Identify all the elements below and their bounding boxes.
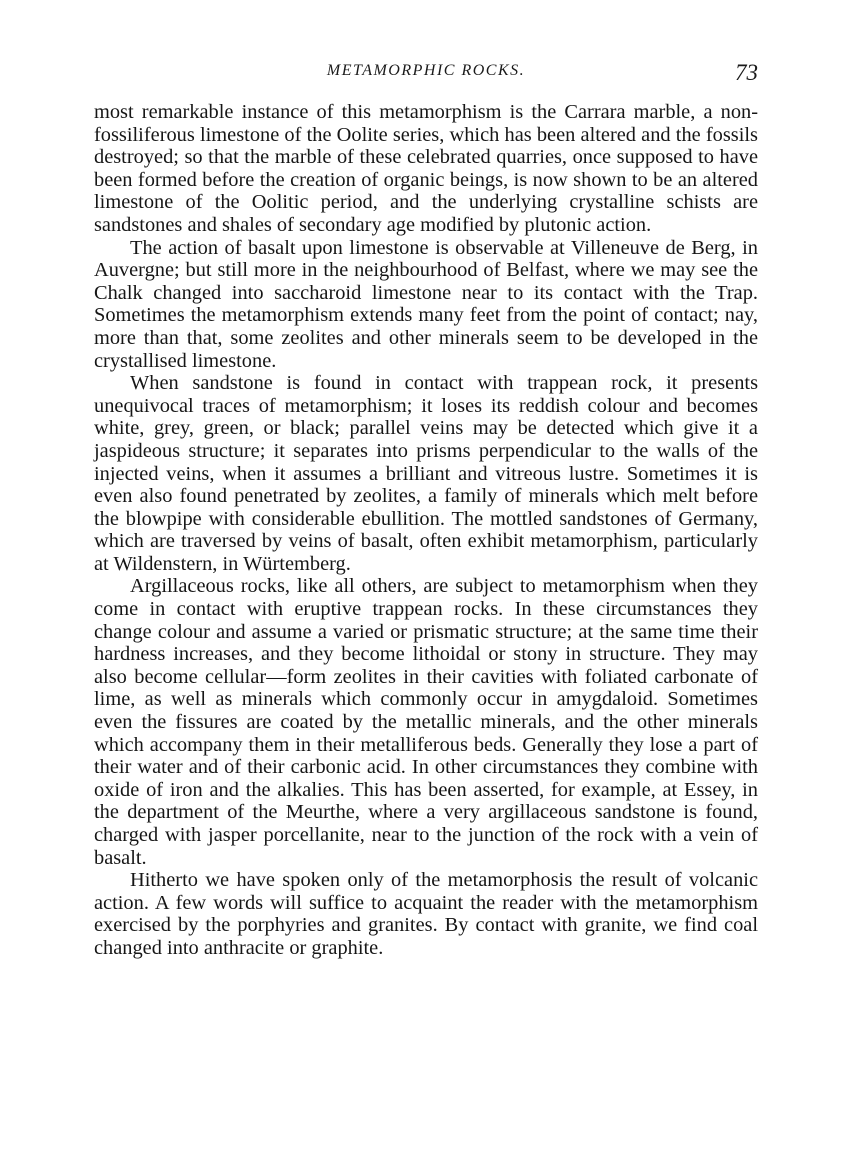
paragraph-sandstone-trappean: When sandstone is found in contact with trappean rock, it presents unequivocal traces of metamorphism; it loses its reddish colour and becomes white, grey, green, or black; parallel veins may be detected which give it a jaspideous structure; it separates into prisms perpendicular to the walls of the injected veins, when it assumes a brilliant and vitreous lustre. Sometimes it is even also found penetrated by zeolites, a family of minerals which melt before the blowpipe with considerable ebullition. The mottled sandstones of Germany, which are traversed by veins of basalt, often exhibit metamorphism, particularly at Wildenstern, in Würtemberg. [94, 372, 758, 575]
paragraph-carrara-marble: most remarkable instance of this metamorphism is the Carrara marble, a non-fossiliferous limestone of the Oolite series, which has been altered and the fossils destroyed; so that the marble of these celebrated quarries, once supposed to have been formed before the creation of organic beings, is now shown to be an altered limestone of the Oolitic period, and the underlying crystalline schists are sandstones and shales of secondary age modified by plutonic action. [94, 101, 758, 236]
paragraph-basalt-limestone: The action of basalt upon limestone is observable at Villeneuve de Berg, in Auvergne; but still more in the neighbourhood of Belfast, where we may see the Chalk changed into saccharoid limestone near to its contact with the Trap. Sometimes the metamorphism extends many feet from the point of contact; nay, more than that, some zeolites and other minerals seem to be developed in the crystallised limestone. [94, 236, 758, 372]
paragraph-porphyries-granites: Hitherto we have spoken only of the metamorphosis the result of volcanic action. A few words will suffice to acquaint the reader with the metamorphism exercised by the porphyries and granites. By contact with granite, we find coal changed into anthracite or graphite. [94, 869, 758, 959]
body-text [94, 101, 758, 960]
running-head [94, 60, 758, 90]
page-number: 73 [735, 60, 758, 85]
running-title: METAMORPHIC ROCKS. [326, 62, 526, 79]
paragraph-argillaceous-rocks: Argillaceous rocks, like all others, are subject to metamorphism when they come in contact with eruptive trappean rocks. In these circumstances they change colour and assume a varied or prismatic structure; at the same time their hardness increases, and they become lithoidal or stony in structure. They may also become cellular—form zeolites in their cavities with foliated carbonate of lime, as well as minerals which commonly occur in amygdaloid. Sometimes even the fissures are coated by the metallic minerals, and the other minerals which accompany them in their metalliferous beds. Generally they lose a part of their water and of their carbonic acid. In other circumstances they combine with oxide of iron and the alkalies. This has been asserted, for example, at Essey, in the department of the Meurthe, where a very argillaceous sandstone is found, charged with jasper porcellanite, near to the junction of the rock with a vein of basalt. [94, 575, 758, 869]
